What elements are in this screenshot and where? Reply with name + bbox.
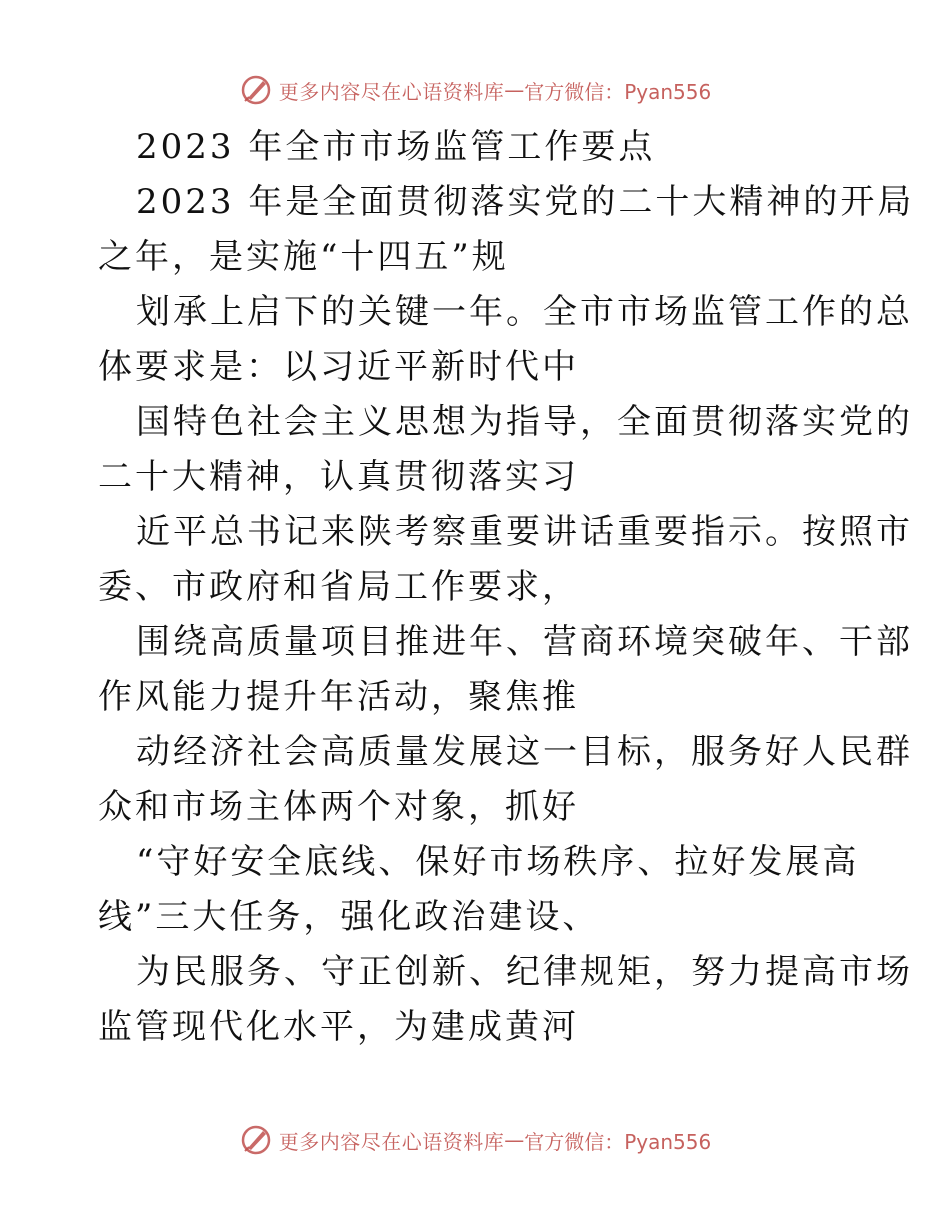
paragraph-line: 体要求是：以习近平新时代中 (98, 347, 579, 387)
watermark-wechat: 官方微信：Pyan556 (524, 1129, 712, 1154)
paragraph-line: 之年，是实施“十四五”规 (98, 237, 509, 277)
watermark-text: 更多内容尽在心语资料库 (278, 79, 505, 104)
paragraph-line: 作风能力提升年活动，聚焦推 (98, 677, 579, 717)
watermark-separator: — (504, 1128, 525, 1152)
watermark-wechat: 官方微信：Pyan556 (524, 79, 712, 104)
paragraph-line: 近平总书记来陕考察重要讲话重要指示。按照市 (136, 512, 913, 552)
watermark-separator: — (504, 78, 525, 102)
document-title: 2023 年全市市场监管工作要点 (136, 127, 656, 167)
paragraph-line: 国特色社会主义思想为指导，全面贯彻落实党的 (136, 402, 913, 442)
paragraph-line: 监管现代化水平，为建成黄河 (98, 1007, 579, 1047)
quill-logo-icon (239, 1123, 273, 1157)
paragraph-line: 线”三大任务，强化政治建设、 (98, 897, 600, 937)
paragraph-line: 划承上启下的关键一年。全市市场监管工作的总 (136, 292, 913, 332)
footer-watermark (0, 1120, 950, 1160)
quill-logo-icon (239, 73, 273, 107)
document-body (98, 120, 915, 1055)
header-watermark (0, 70, 950, 110)
paragraph-line: “守好安全底线、保好市场秩序、拉好发展高 (136, 842, 860, 882)
paragraph-line: 众和市场主体两个对象，抓好 (98, 787, 579, 827)
paragraph-line: 围绕高质量项目推进年、营商环境突破年、干部 (136, 622, 913, 662)
paragraph-line: 委、市政府和省局工作要求， (98, 567, 579, 607)
watermark-text: 更多内容尽在心语资料库 (278, 1129, 505, 1154)
paragraph-line: 为民服务、守正创新、纪律规矩，努力提高市场 (136, 952, 913, 992)
paragraph-line: 二十大精神，认真贯彻落实习 (98, 457, 579, 497)
paragraph-line: 2023 年是全面贯彻落实党的二十大精神的开局 (136, 182, 915, 222)
paragraph-line: 动经济社会高质量发展这一目标，服务好人民群 (136, 732, 913, 772)
